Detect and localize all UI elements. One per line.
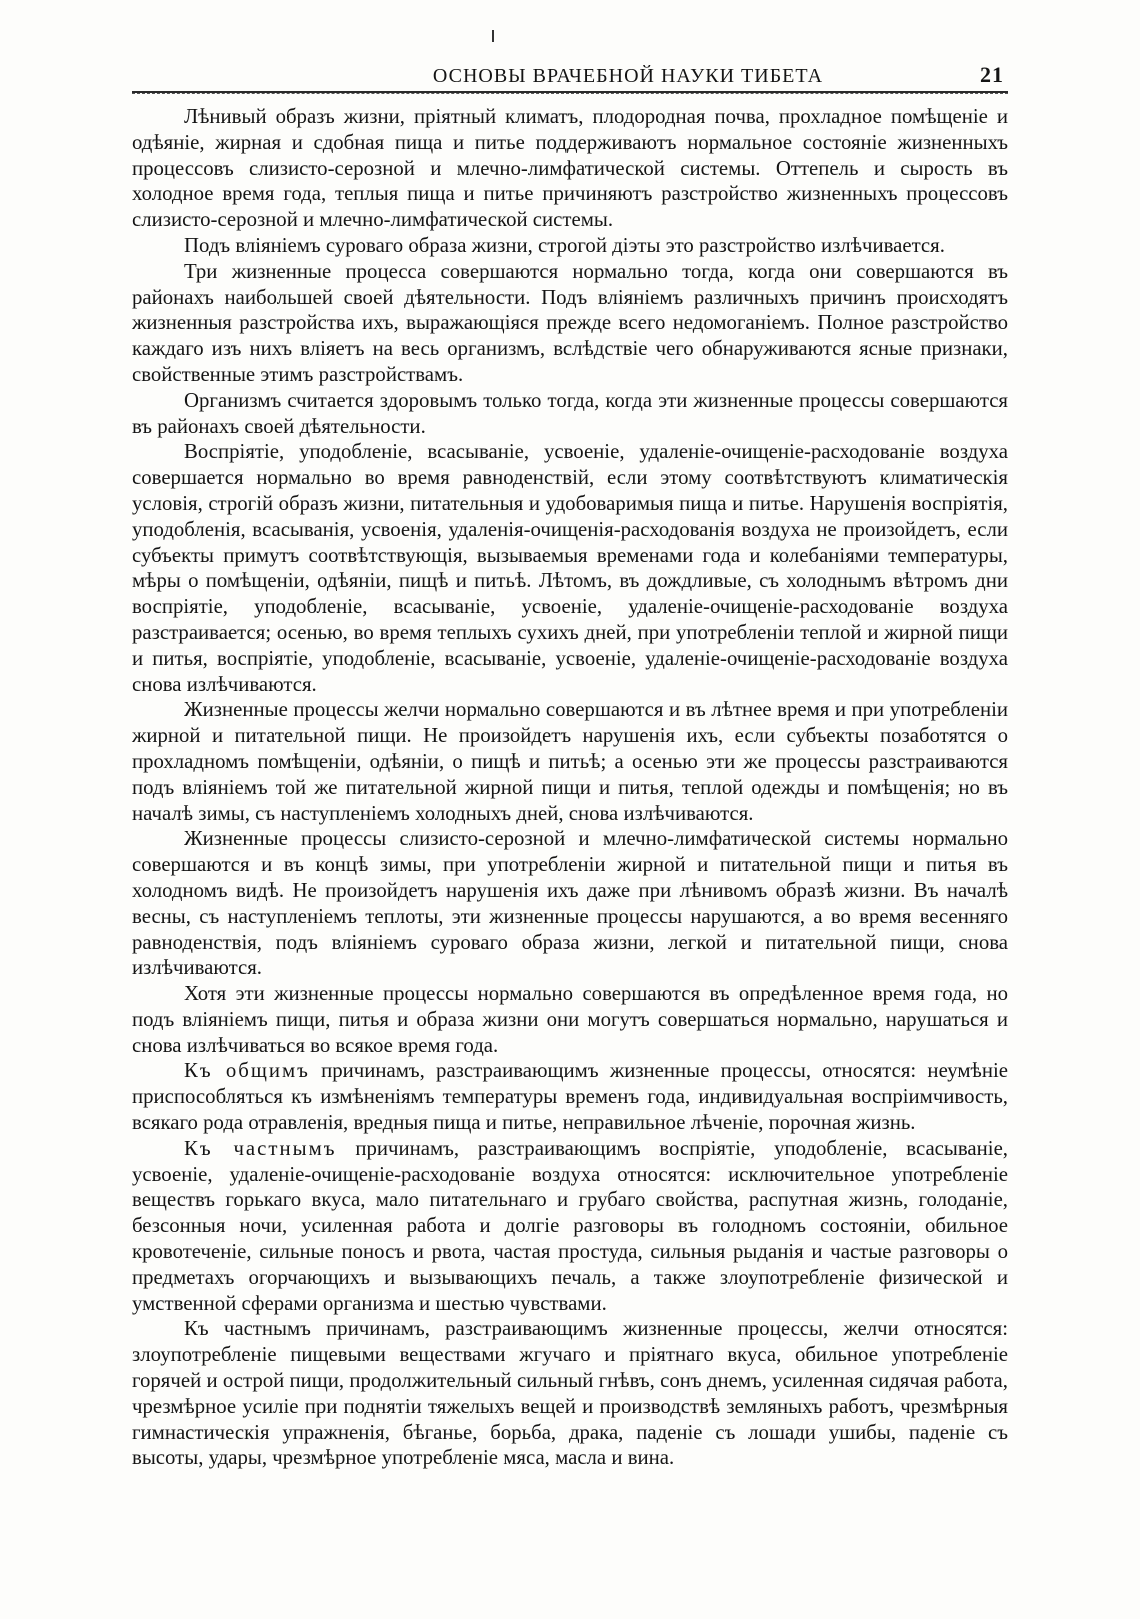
paragraph-rest: причинамъ, разстраивающимъ жизненные процессы, относятся: неумѣніе приспособляться къ измѣненіямъ температуры временъ года, индивидуальная воспріимчивость, всякаго рода отравленія, вредныя пища и питье, неправильное лѣченіе, порочная жизнь. [132, 1059, 1008, 1135]
paragraph: Къ частнымъ причинамъ, разстраивающимъ жизненные процессы, желчи относятся: злоупотребленіе пищевыми веществами жгучаго и пріятнаго вкуса, обильное употребленіе горячей и острой пищи, продолжительный сильный гнѣвъ, сонъ днемъ, усиленная сидячая работа, чрезмѣрное усиліе при поднятіи тяжелыхъ вещей и производствѣ земляныхъ работъ, чрезмѣрныя гимнастическія упражненія, бѣганье, борьба, драка, паденіе съ лошади ушибы, паденіе съ высоты, удары, чрезмѣрное употребленіе мяса, масла и вина. [132, 1317, 1008, 1470]
paragraph-rest: причинамъ, разстраивающимъ воспріятіе, уподобленіе, всасываніе, усвоеніе, удаленіе-очищеніе-расходованіе воздуха относятся: исключительное употребленіе веществъ горькаго вкуса, мало питательнаго и грубаго свойства, распутная жизнь, голоданіе, безсонныя ночи, усиленная работа и долгіе разговоры въ голодномъ состояніи, обильное кровотеченіе, сильные поносъ и рвота, частая простуда, сильныя рыданія и частые разговоры о предметахъ огорчающихъ и вызывающихъ печаль, а также злоупотребленіе физической и умственной сферами организма и шестью чувствами. [132, 1136, 1008, 1315]
paragraph: Воспріятіе, уподобленіе, всасываніе, усвоеніе, удаленіе-очищеніе-расходованіе воздуха совершается нормально во время равноденствій, если этому соотвѣтствуютъ климатическія условія, строгій образъ жизни, питательныя и удобоваримыя пища и питье. Нарушенія воспріятія, уподобленія, всасыванія, усвоенія, удаленія-очищенія-расходованія воздуха не произойдетъ, если субъекты примутъ соотвѣтствующія, вызываемыя временами года и колебаніями температуры, мѣры о помѣщеніи, одѣяніи, пищѣ и питьѣ. Лѣтомъ, въ дождливые, съ холоднымъ вѣтромъ дни воспріятіе, уподобленіе, всасываніе, усвоеніе, удаленіе-очищеніе-расходованіе воздуха разстраивается; осенью, во время теплыхъ сухихъ дней, при употребленіи теплой и жирной пищи и питья, воспріятіе, уподобленіе, всасываніе, усвоеніе, удаленіе-очищеніе-расходованіе воздуха снова излѣчиваются. [132, 440, 1008, 696]
paragraph: Организмъ считается здоровымъ только тогда, когда эти жизненные процессы совершаются въ районахъ своей дѣятельности. [132, 388, 1008, 438]
paragraph: Хотя эти жизненные процессы нормально совершаются въ опредѣленное время года, но подъ вліяніемъ пищи, питья и образа жизни они могутъ совершаться нормально, нарушаться и снова излѣчиваться во всякое время года. [132, 982, 1008, 1057]
paragraph: Подъ вліяніемъ суроваго образа жизни, строгой діэты это разстройство излѣчивается. [184, 233, 945, 257]
spaced-lead: Къ частнымъ [184, 1136, 337, 1160]
print-mark [492, 30, 494, 42]
paragraph: Жизненные процессы желчи нормально совершаются и въ лѣтнее время и при употребленіи жирной и питательной пищи. Не произойдетъ нарушенія ихъ, если субъекты позаботятся о прохладномъ помѣщеніи, одѣяніи, о пищѣ и питьѣ; а осенью эти же процессы разстраиваются подъ вліяніемъ той же питательной жирной пищи и питья, теплой одежды и помѣщенія; но въ началѣ зимы, съ наступленіемъ холодныхъ дней, снова излѣчиваются. [132, 698, 1008, 825]
paragraph: Три жизненные процесса совершаются нормально тогда, когда они совершаются въ районахъ наибольшей своей дѣятельности. Подъ вліяніемъ различныхъ причинъ происходятъ жизненныя разстройства ихъ, выражающіяся прежде всего недомоганіемъ. Полное разстройство каждаго изъ нихъ вліяетъ на весь организмъ, вслѣдствіе чего обнаруживаются ясные признаки, свойственные этимъ разстройствамъ. [132, 259, 1008, 386]
header-rule [132, 93, 1008, 94]
running-title: ОСНОВЫ ВРАЧЕБНОЙ НАУКИ ТИБЕТА [432, 65, 824, 87]
paragraph: Жизненные процессы слизисто-серозной и млечно-лимфатической системы нормально совершаются и въ концѣ зимы, при употребленіи жирной и питательной пищи и питья въ холодномъ видѣ. Не произойдетъ нарушенія ихъ даже при лѣнивомъ образѣ жизни. Въ началѣ весны, съ наступленіемъ теплоты, эти жизненные процессы нарушаются, а во время весенняго равноденствія, подъ вліяніемъ суроваго образа жизни, легкой и питательной пищи, снова излѣчиваются. [132, 827, 1008, 980]
spaced-lead: Къ общимъ [184, 1059, 310, 1083]
paragraph [132, 1058, 1008, 1135]
running-header [132, 62, 1008, 93]
page-number: 21 [980, 62, 1004, 87]
paragraph [132, 1136, 1008, 1317]
body-text [132, 104, 1008, 1471]
paragraph: Лѣнивый образъ жизни, пріятный климатъ, плодородная почва, прохладное помѣщеніе и одѣяніе, жирная и сдобная пища и питье поддерживаютъ нормальное состояніе жизненныхъ процессовъ слизисто-серозной и млечно-лимфатической системы. Оттепель и сырость въ холодное время года, теплыя пища и питье причиняютъ разстройство жизненныхъ процессовъ слизисто-серозной и млечно-лимфатической системы. [132, 105, 1008, 232]
